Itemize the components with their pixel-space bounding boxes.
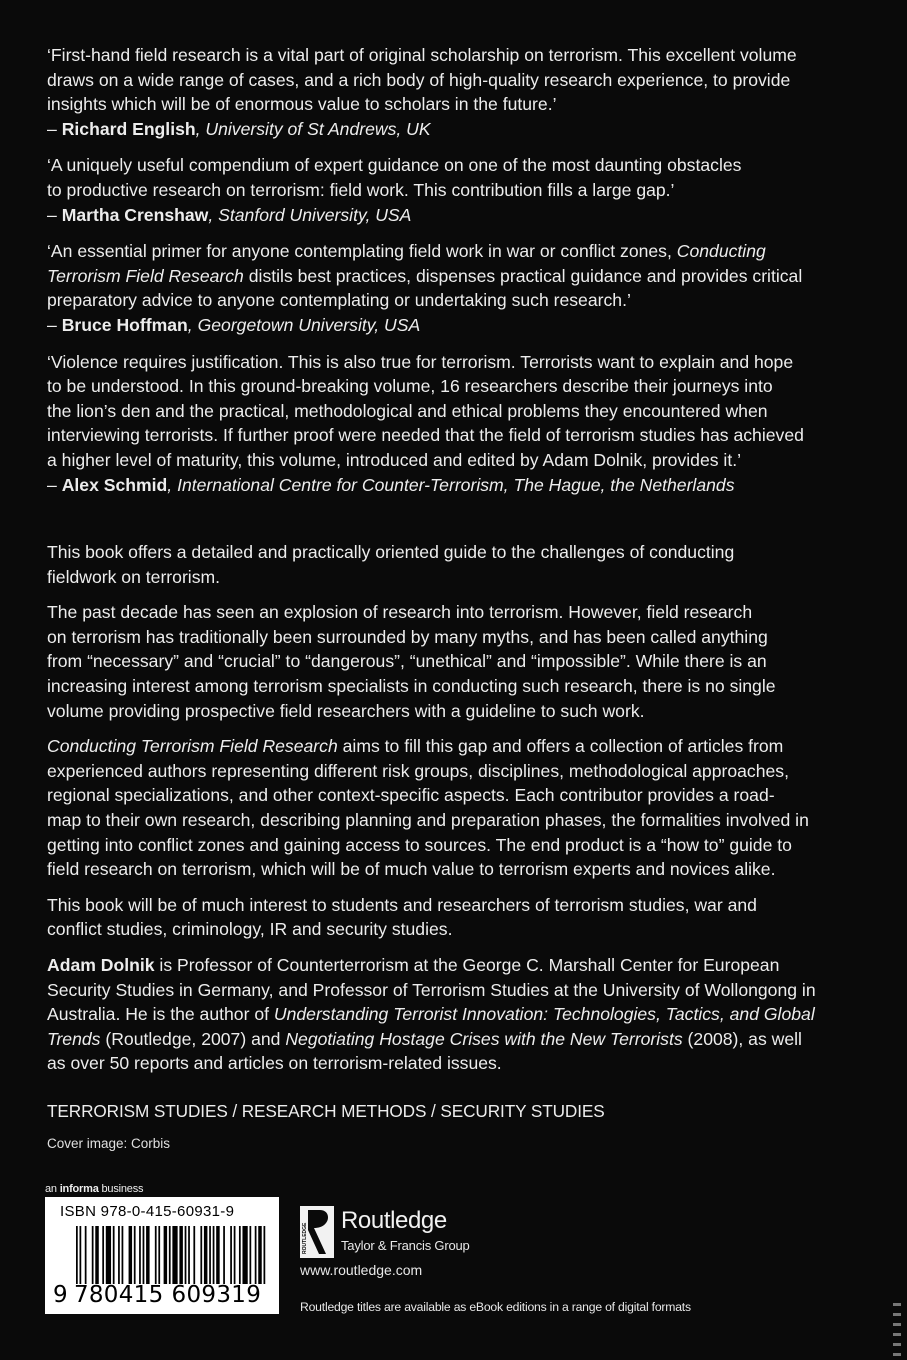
- endorsement-hoffman: [47, 239, 867, 337]
- book-title: Terrorism Field Research: [47, 265, 244, 286]
- description-paragraph-1: [47, 540, 867, 589]
- barcode-graphic: [76, 1226, 267, 1284]
- barcode-bar: [249, 1226, 251, 1284]
- barcode-digit-group-2: 609319: [171, 1282, 262, 1308]
- informa-post: business: [98, 1183, 144, 1195]
- description-paragraph-3: [47, 734, 867, 882]
- endorser-affiliation: , International Centre for Counter-Terrorism, The Hague, the Netherlands: [167, 474, 735, 495]
- book-title: Conducting: [676, 241, 766, 262]
- paragraph-line: volume providing prospective field researchers with a guideline to such work.: [47, 700, 645, 721]
- routledge-logo-icon: [300, 1206, 334, 1258]
- quote-line: a higher level of maturity, this volume, introduced and edited by Adam Dolnik, provides it.’: [47, 449, 742, 470]
- barcode-bar: [146, 1226, 150, 1284]
- quote-attribution: [47, 313, 867, 338]
- book-title: Conducting Terrorism Field Research: [47, 736, 338, 757]
- endorsement-crenshaw: [47, 153, 867, 227]
- endorsement-english: [47, 43, 867, 141]
- endorser-name: Alex Schmid: [61, 474, 168, 495]
- informa-bold: informa: [59, 1183, 99, 1195]
- attribution-dash: –: [47, 474, 62, 495]
- isbn-barcode: [45, 1197, 279, 1314]
- trim-marks: [891, 1303, 903, 1359]
- ebook-note: Routledge titles are available as eBook editions in a range of digital formats: [300, 1300, 691, 1314]
- barcode-bar: [239, 1226, 241, 1284]
- quote-attribution: [47, 473, 867, 498]
- quote-line: the lion’s den and the practical, methodological and ethical problems they encountered when: [47, 400, 768, 421]
- quote-line: insights which will be of enormous value to scholars in the future.’: [47, 94, 557, 115]
- endorser-affiliation: , University of St Andrews, UK: [195, 118, 431, 139]
- informa-business-label: [45, 1183, 143, 1195]
- attribution-dash: –: [47, 118, 62, 139]
- barcode-bar: [216, 1226, 220, 1284]
- barcode-bar: [169, 1226, 171, 1284]
- attribution-dash: –: [47, 314, 62, 335]
- barcode-bar: [85, 1226, 87, 1284]
- barcode-bar: [264, 1226, 266, 1284]
- endorser-affiliation: , Stanford University, USA: [208, 204, 412, 225]
- paragraph-text: Australia. He is the author of: [47, 1004, 274, 1025]
- paragraph-line: increasing interest among terrorism specialists in conducting such research, there is no single: [47, 676, 776, 697]
- paragraph-text: is Professor of Counterterrorism at the George C. Marshall Center for European: [154, 955, 780, 975]
- endorser-name: Martha Crenshaw: [61, 204, 209, 225]
- barcode-bar: [200, 1226, 202, 1284]
- quote-line: ‘First-hand field research is a vital part of original scholarship on terrorism. This excellent volume: [47, 45, 797, 65]
- paragraph-line: fieldwork on terrorism.: [47, 566, 221, 587]
- quote-line: to productive research on terrorism: field work. This contribution fills a large gap.’: [47, 179, 675, 200]
- paragraph-line: from “necessary” and “crucial” to “dangerous”, “unethical” and “impossible”. While there is an: [47, 651, 767, 672]
- paragraph-line: [47, 1002, 867, 1027]
- paragraph-line: as over 50 reports and articles on terrorism-related issues.: [47, 1053, 502, 1074]
- endorser-name: Richard English: [61, 118, 196, 139]
- book-title: Understanding Terrorist Innovation: Technologies, Tactics, and Global: [273, 1004, 815, 1025]
- paragraph-line: field research on terrorism, which will be of much value to terrorism experts and novices alike.: [47, 859, 776, 880]
- barcode-bar: [204, 1226, 208, 1284]
- barcode-bar: [179, 1226, 183, 1284]
- barcode-bar: [255, 1226, 257, 1284]
- barcode-digit-group-1: 780415: [73, 1282, 164, 1308]
- paragraph-line: regional specializations, and other context-specific aspects. Each contributor provides a road-: [47, 785, 775, 806]
- barcode-bar: [213, 1226, 215, 1284]
- paragraph-line: The past decade has seen an explosion of research into terrorism. However, field research: [47, 602, 753, 623]
- quote-line: interviewing terrorists. If further proof were needed that the field of terrorism studies has achieved: [47, 425, 804, 446]
- barcode-bar: [92, 1226, 94, 1284]
- quote-line: draws on a wide range of cases, and a rich body of high-quality research experience, to provide: [47, 69, 791, 90]
- informa-pre: an: [45, 1183, 60, 1195]
- barcode-bars: [76, 1226, 267, 1284]
- isbn-label: ISBN 978-0-415-60931-9: [60, 1203, 235, 1220]
- paragraph-line: [47, 1027, 867, 1052]
- publisher-name: Routledge: [341, 1207, 447, 1234]
- description-paragraph-4: [47, 893, 867, 942]
- paragraph-line: experienced authors representing different risk groups, disciplines, methodological approaches,: [47, 760, 789, 781]
- barcode-bar: [172, 1226, 177, 1284]
- quote-attribution: [47, 203, 867, 228]
- author-name: Adam Dolnik: [47, 955, 155, 975]
- paragraph-line: This book offers a detailed and practically oriented guide to the challenges of conducting: [47, 542, 735, 563]
- paragraph-line: conflict studies, criminology, IR and security studies.: [47, 919, 453, 940]
- barcode-bar: [155, 1226, 157, 1284]
- barcode-bar: [102, 1226, 104, 1284]
- section-spacer: [47, 509, 867, 540]
- barcode-bar: [209, 1226, 211, 1284]
- paragraph-line: on terrorism has traditionally been surrounded by many myths, and has been called anything: [47, 626, 768, 647]
- quote-line: [47, 239, 867, 264]
- back-cover-text: [47, 43, 867, 1151]
- barcode-bar: [122, 1226, 124, 1284]
- description-paragraph-2: [47, 600, 867, 723]
- barcode-bar: [188, 1226, 190, 1284]
- quote-line: [47, 264, 867, 289]
- quote-text: distils best practices, dispenses practical guidance and provides critical: [243, 265, 803, 286]
- barcode-lead-digit: 9: [53, 1282, 68, 1308]
- logo-vertical-text: ROUTLEDGE: [302, 1222, 308, 1254]
- barcode-bar: [76, 1226, 78, 1284]
- paragraph-line: This book will be of much interest to students and researchers of terrorism studies, war and: [47, 894, 757, 915]
- attribution-dash: –: [47, 204, 62, 225]
- book-title: Negotiating Hostage Crises with the New Terrorists: [285, 1028, 683, 1049]
- barcode-bar: [143, 1226, 145, 1284]
- barcode-bar: [230, 1226, 232, 1284]
- quote-line: ‘A uniquely useful compendium of expert guidance on one of the most daunting obstacles: [47, 155, 742, 176]
- quote-line: ‘Violence requires justification. This is also true for terrorism. Terrorists want to explain and hope: [47, 351, 794, 372]
- cover-image-credit: Cover image: Corbis: [47, 1135, 171, 1151]
- barcode-bar: [158, 1226, 160, 1284]
- barcode-bar: [80, 1226, 82, 1284]
- barcode-bar: [164, 1226, 168, 1284]
- paragraph-line: Security Studies in Germany, and Professor of Terrorism Studies at the University of Wollongong in: [47, 979, 816, 1000]
- paragraph-line: map to their own research, describing planning and preparation phases, the formalities involved in: [47, 810, 809, 831]
- paragraph-text: (2008), as well: [682, 1028, 802, 1049]
- book-title: Trends: [47, 1028, 101, 1049]
- subject-categories: TERRORISM STUDIES / RESEARCH METHODS / SECURITY STUDIES: [47, 1100, 605, 1121]
- barcode-bar: [113, 1226, 115, 1284]
- barcode-bar: [234, 1226, 236, 1284]
- barcode-bar: [258, 1226, 262, 1284]
- paragraph-line: getting into conflict zones and gaining access to sources. The end product is a “how to” guide to: [47, 834, 792, 855]
- publisher-group: Taylor & Francis Group: [341, 1238, 470, 1253]
- author-bio: [47, 953, 867, 1076]
- publisher-url: www.routledge.com: [300, 1262, 423, 1278]
- barcode-bar: [185, 1226, 187, 1284]
- barcode-bar: [134, 1226, 136, 1284]
- barcode-bar: [129, 1226, 133, 1284]
- barcode-bar: [118, 1226, 120, 1284]
- quote-line: preparatory advice to anyone contemplating or undertaking such research.’: [47, 290, 631, 311]
- endorser-affiliation: , Georgetown University, USA: [187, 314, 421, 335]
- quote-text: ‘An essential primer for anyone contemplating field work in war or conflict zones,: [47, 241, 677, 262]
- barcode-bar: [95, 1226, 99, 1284]
- barcode-digits: [53, 1282, 261, 1308]
- paragraph-line: [47, 953, 867, 978]
- barcode-bar: [106, 1226, 111, 1284]
- barcode-bar: [242, 1226, 247, 1284]
- paragraph-line: [47, 734, 867, 759]
- quote-attribution: [47, 117, 867, 142]
- quote-line: to be understood. In this ground-breaking volume, 16 researchers describe their journeys into: [47, 376, 773, 397]
- barcode-bar: [139, 1226, 141, 1284]
- endorser-name: Bruce Hoffman: [61, 314, 188, 335]
- paragraph-text: (Routledge, 2007) and: [100, 1028, 286, 1049]
- endorsement-schmid: [47, 350, 867, 498]
- paragraph-text: aims to fill this gap and offers a collection of articles from: [337, 736, 784, 757]
- barcode-bar: [223, 1226, 225, 1284]
- barcode-bar: [193, 1226, 195, 1284]
